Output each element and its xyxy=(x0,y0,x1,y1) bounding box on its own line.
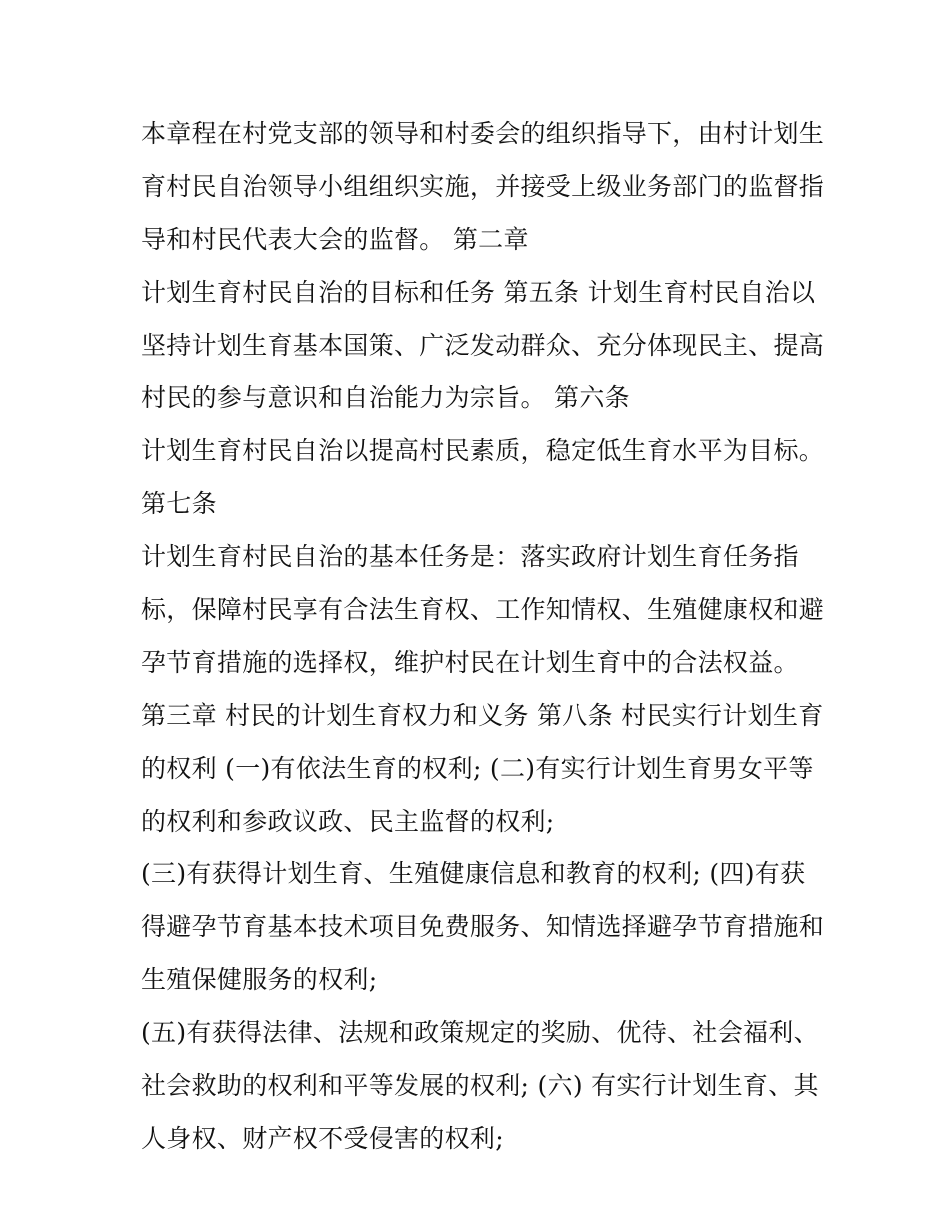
text-line: 社会救助的权利和平等发展的权利; (六) 有实行计划生育、其 xyxy=(141,1071,819,1101)
text-line: 生殖保健服务的权利; xyxy=(141,965,378,995)
text-line: 第七条 xyxy=(141,489,217,519)
text-line: 的权利 (一)有依法生育的权利; (二)有实行计划生育男女平等 xyxy=(141,753,814,783)
text-line: 育村民自治领导小组组织实施，并接受上级业务部门的监督指 xyxy=(141,171,825,201)
text-line: 导和村民代表大会的监督。 第二章 xyxy=(141,224,529,254)
body-text xyxy=(141,108,831,1166)
text-line: 第三章 村民的计划生育权力和义务 第八条 村民实行计划生育 xyxy=(141,700,824,730)
text-line: 得避孕节育基本技术项目免费服务、知情选择避孕节育措施和 xyxy=(141,912,825,942)
text-line: 计划生育村民自治的目标和任务 第五条 计划生育村民自治以 xyxy=(141,277,816,307)
text-line: 计划生育村民自治以提高村民素质，稳定低生育水平为目标。 xyxy=(141,436,825,466)
text-line: 村民的参与意识和自治能力为宗旨。 第六条 xyxy=(141,383,630,413)
text-line: 孕节育措施的选择权，维护村民在计划生育中的合法权益。 xyxy=(141,647,799,677)
text-line: (五)有获得法律、法规和政策规定的奖励、优待、社会福利、 xyxy=(141,1018,819,1048)
text-line: 人身权、财产权不受侵害的权利; xyxy=(141,1123,504,1153)
text-line: 标，保障村民享有合法生育权、工作知情权、生殖健康权和避 xyxy=(141,595,825,625)
text-line: 坚持计划生育基本国策、广泛发动群众、充分体现民主、提高 xyxy=(141,330,825,360)
text-line: (三)有获得计划生育、生殖健康信息和教育的权利; (四)有获 xyxy=(141,859,806,889)
text-line: 本章程在村党支部的领导和村委会的组织指导下，由村计划生 xyxy=(141,119,825,148)
text-line: 的权利和参政议政、民主监督的权利; xyxy=(141,806,555,836)
text-line: 计划生育村民自治的基本任务是：落实政府计划生育任务指 xyxy=(141,542,799,572)
